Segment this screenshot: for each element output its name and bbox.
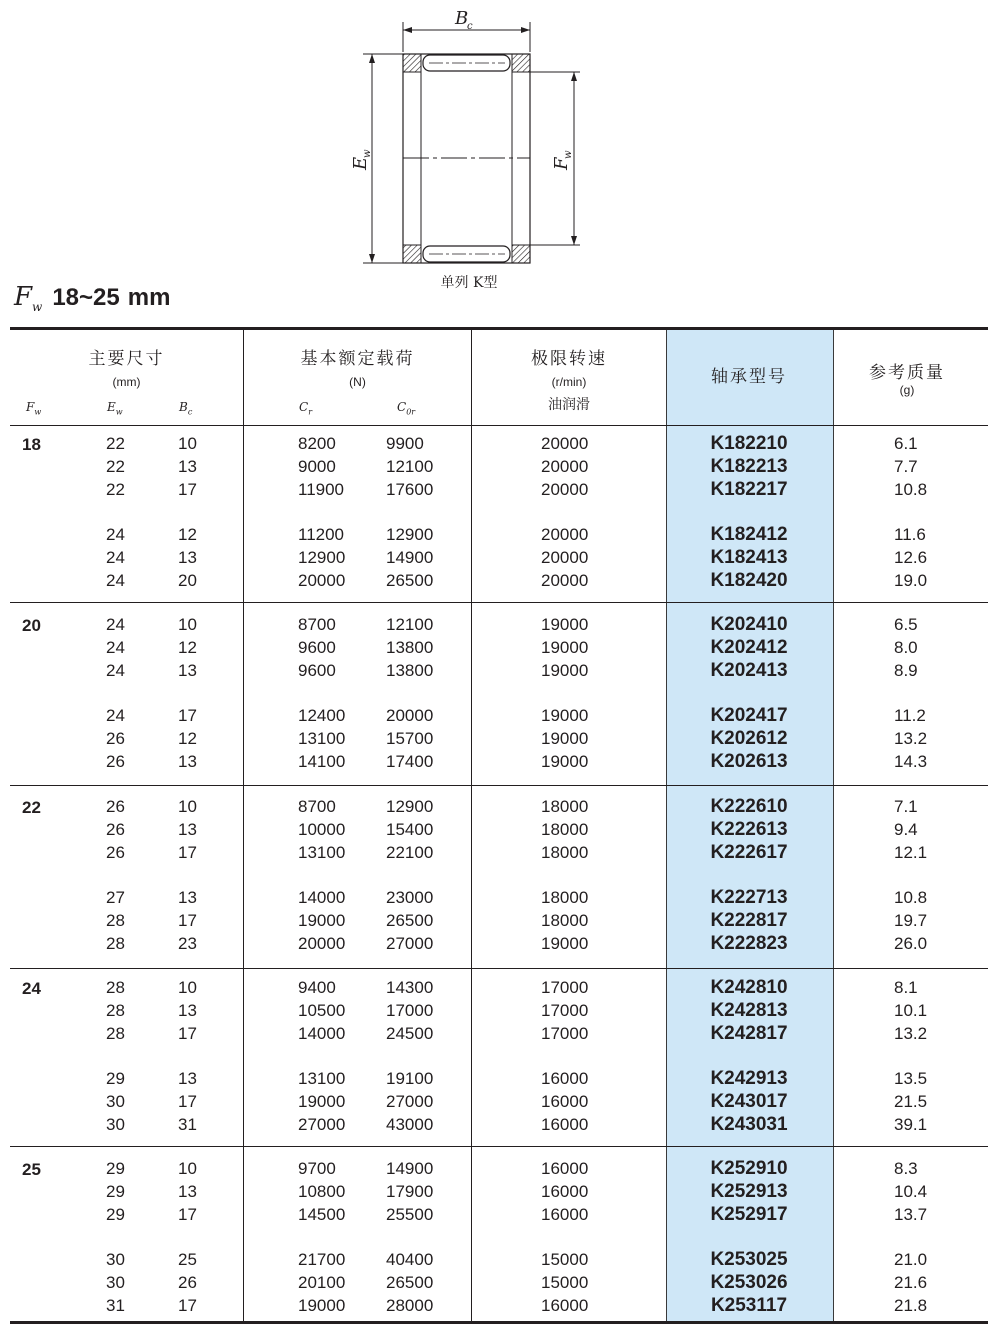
cell-mass: 39.1 bbox=[894, 1115, 928, 1134]
cell-bearing-model: K202417 bbox=[710, 705, 788, 726]
cell-mass: 10.8 bbox=[894, 480, 928, 499]
table-top-rule bbox=[10, 327, 988, 330]
cell-bc: 20 bbox=[178, 571, 197, 590]
cell-ew: 26 bbox=[106, 752, 125, 771]
cell-speed: 19000 bbox=[541, 752, 589, 771]
cell-mass: 13.2 bbox=[894, 729, 928, 748]
cell-mass: 21.5 bbox=[894, 1092, 928, 1111]
cell-mass: 13.5 bbox=[894, 1069, 928, 1088]
cell-c0r: 25500 bbox=[386, 1205, 434, 1224]
cell-mass: 6.1 bbox=[894, 434, 918, 453]
bc-label: B bbox=[455, 8, 469, 29]
column-divider bbox=[471, 330, 472, 1322]
cell-c0r: 24500 bbox=[386, 1024, 434, 1043]
bearing-diagram bbox=[0, 0, 1000, 300]
cell-mass: 10.1 bbox=[894, 1001, 928, 1020]
cell-cr: 21700 bbox=[298, 1250, 346, 1269]
cell-mass: 19.0 bbox=[894, 571, 928, 590]
cell-mass: 11.6 bbox=[894, 525, 926, 544]
cell-mass: 11.2 bbox=[894, 706, 926, 725]
cell-mass: 14.3 bbox=[894, 752, 928, 771]
cell-bearing-model: K242810 bbox=[710, 977, 788, 998]
cell-cr: 12400 bbox=[298, 706, 346, 725]
header-bearing-model: 轴承型号 bbox=[711, 367, 787, 387]
cell-c0r: 15700 bbox=[386, 729, 434, 748]
cell-c0r: 40400 bbox=[386, 1250, 434, 1269]
cell-bearing-model: K202413 bbox=[710, 660, 788, 681]
cell-cr: 12900 bbox=[298, 548, 346, 567]
cell-mass: 8.0 bbox=[894, 638, 918, 657]
cell-speed: 15000 bbox=[541, 1250, 589, 1269]
cell-speed: 17000 bbox=[541, 1024, 589, 1043]
cell-mass: 19.7 bbox=[894, 911, 928, 930]
symbol-bc: $B_c$ bbox=[179, 400, 193, 417]
cell-ew: 24 bbox=[106, 638, 125, 657]
cell-bc: 17 bbox=[178, 706, 197, 725]
group-divider bbox=[10, 1146, 988, 1147]
cell-speed: 16000 bbox=[541, 1115, 589, 1134]
cell-bearing-model: K222617 bbox=[710, 842, 788, 863]
cell-c0r: 20000 bbox=[386, 706, 434, 725]
cell-bearing-model: K182210 bbox=[710, 433, 788, 454]
cell-ew: 29 bbox=[106, 1159, 125, 1178]
cell-ew: 28 bbox=[106, 911, 125, 930]
cell-ew: 28 bbox=[106, 1024, 125, 1043]
header-speed-limit: 极限转速 (r/min) 油润滑 bbox=[531, 349, 607, 413]
header-load-rating: 基本额定载荷 (N) bbox=[300, 349, 415, 389]
cell-speed: 15000 bbox=[541, 1273, 589, 1292]
cell-c0r: 12900 bbox=[386, 797, 434, 816]
cell-cr: 11200 bbox=[298, 525, 345, 544]
title-symbol: $F_w$ bbox=[14, 282, 43, 315]
cell-ew: 28 bbox=[106, 934, 125, 953]
cell-bc: 10 bbox=[178, 978, 197, 997]
cell-bc: 17 bbox=[178, 1296, 197, 1315]
cell-bc: 13 bbox=[178, 888, 197, 907]
cell-mass: 10.4 bbox=[894, 1182, 928, 1201]
cell-c0r: 12100 bbox=[386, 457, 434, 476]
cell-bearing-model: K182420 bbox=[710, 570, 788, 591]
symbol-ew: $E_w$ bbox=[107, 400, 123, 417]
cell-ew: 30 bbox=[106, 1092, 125, 1111]
cell-c0r: 12900 bbox=[386, 525, 434, 544]
cell-c0r: 26500 bbox=[386, 1273, 434, 1292]
cell-bc: 23 bbox=[178, 934, 197, 953]
cell-bearing-model: K253025 bbox=[710, 1249, 788, 1270]
cell-c0r: 15400 bbox=[386, 820, 434, 839]
cell-cr: 8200 bbox=[298, 434, 336, 453]
cell-bearing-model: K202412 bbox=[710, 637, 788, 658]
cell-mass: 7.7 bbox=[894, 457, 918, 476]
cell-bearing-model: K253117 bbox=[710, 1295, 788, 1316]
cell-cr: 14500 bbox=[298, 1205, 346, 1224]
cell-cr: 14000 bbox=[298, 1024, 346, 1043]
header-reference-mass: 参考质量 (g) bbox=[869, 363, 945, 397]
cell-ew: 30 bbox=[106, 1250, 125, 1269]
header-bottom-rule bbox=[10, 425, 988, 426]
column-divider bbox=[243, 330, 244, 1322]
cell-c0r: 27000 bbox=[386, 1092, 434, 1111]
cell-bc: 10 bbox=[178, 615, 197, 634]
cell-bearing-model: K242817 bbox=[710, 1023, 788, 1044]
cell-cr: 9600 bbox=[298, 638, 336, 657]
cell-cr: 10000 bbox=[298, 820, 346, 839]
cell-bc: 13 bbox=[178, 1069, 197, 1088]
group-divider bbox=[10, 968, 988, 969]
cell-speed: 16000 bbox=[541, 1159, 589, 1178]
cell-mass: 8.1 bbox=[894, 978, 918, 997]
cell-bearing-model: K242913 bbox=[710, 1068, 788, 1089]
cell-c0r: 28000 bbox=[386, 1296, 434, 1315]
fw-label-sub: w bbox=[563, 150, 574, 159]
cell-bc: 17 bbox=[178, 911, 197, 930]
cell-bc: 13 bbox=[178, 457, 197, 476]
cell-mass: 13.2 bbox=[894, 1024, 928, 1043]
cell-bc: 13 bbox=[178, 752, 197, 771]
page-title bbox=[14, 282, 170, 316]
cell-speed: 17000 bbox=[541, 978, 589, 997]
table-bottom-rule bbox=[10, 1321, 988, 1324]
cell-ew: 22 bbox=[106, 457, 125, 476]
cell-ew: 26 bbox=[106, 797, 125, 816]
cell-ew: 22 bbox=[106, 480, 125, 499]
cell-ew: 26 bbox=[106, 843, 125, 862]
cell-ew: 24 bbox=[106, 706, 125, 725]
fw-group-label: 25 bbox=[22, 1160, 41, 1179]
cell-cr: 20000 bbox=[298, 571, 346, 590]
cell-c0r: 19100 bbox=[386, 1069, 434, 1088]
cell-ew: 26 bbox=[106, 729, 125, 748]
cell-cr: 9000 bbox=[298, 457, 336, 476]
title-unit: mm bbox=[127, 284, 171, 311]
group-divider bbox=[10, 602, 988, 603]
cell-mass: 21.0 bbox=[894, 1250, 928, 1269]
cell-bearing-model: K252913 bbox=[710, 1181, 788, 1202]
symbol-c0r: $C_{0r}$ bbox=[397, 400, 416, 417]
cell-speed: 20000 bbox=[541, 548, 589, 567]
cell-c0r: 14300 bbox=[386, 978, 434, 997]
cell-bc: 17 bbox=[178, 1024, 197, 1043]
cell-bc: 13 bbox=[178, 661, 197, 680]
cell-ew: 28 bbox=[106, 978, 125, 997]
cell-c0r: 22100 bbox=[386, 843, 434, 862]
cell-speed: 16000 bbox=[541, 1092, 589, 1111]
cell-cr: 20000 bbox=[298, 934, 346, 953]
cell-ew: 26 bbox=[106, 820, 125, 839]
fw-group-label: 24 bbox=[22, 979, 41, 998]
cell-ew: 24 bbox=[106, 571, 125, 590]
cell-bearing-model: K182217 bbox=[710, 479, 788, 500]
cell-bearing-model: K252917 bbox=[710, 1204, 788, 1225]
cell-speed: 20000 bbox=[541, 525, 589, 544]
cell-cr: 13100 bbox=[298, 1069, 346, 1088]
cell-speed: 18000 bbox=[541, 820, 589, 839]
cell-bearing-model: K182412 bbox=[710, 524, 788, 545]
cell-bc: 31 bbox=[178, 1115, 197, 1134]
cell-bc: 13 bbox=[178, 1001, 197, 1020]
cell-cr: 9600 bbox=[298, 661, 336, 680]
cell-speed: 20000 bbox=[541, 480, 589, 499]
cell-bc: 26 bbox=[178, 1273, 197, 1292]
cell-speed: 19000 bbox=[541, 615, 589, 634]
cell-speed: 19000 bbox=[541, 729, 589, 748]
cell-cr: 14000 bbox=[298, 888, 346, 907]
cell-c0r: 26500 bbox=[386, 911, 434, 930]
cell-bc: 10 bbox=[178, 1159, 197, 1178]
cell-speed: 18000 bbox=[541, 797, 589, 816]
cell-mass: 8.9 bbox=[894, 661, 918, 680]
cell-bearing-model: K202612 bbox=[710, 728, 788, 749]
cell-c0r: 14900 bbox=[386, 1159, 434, 1178]
cell-mass: 6.5 bbox=[894, 615, 918, 634]
cell-cr: 19000 bbox=[298, 1092, 346, 1111]
cell-bearing-model: K222610 bbox=[710, 796, 788, 817]
cell-mass: 13.7 bbox=[894, 1205, 928, 1224]
cell-speed: 20000 bbox=[541, 571, 589, 590]
cell-bc: 17 bbox=[178, 1205, 197, 1224]
cell-bearing-model: K242813 bbox=[710, 1000, 788, 1021]
cell-mass: 7.1 bbox=[894, 797, 918, 816]
cell-mass: 21.6 bbox=[894, 1273, 928, 1292]
symbol-cr: $C_r$ bbox=[299, 400, 313, 417]
cell-cr: 27000 bbox=[298, 1115, 346, 1134]
diagram-caption: 单列 K型 bbox=[440, 275, 498, 291]
cell-cr: 14100 bbox=[298, 752, 346, 771]
cell-bearing-model: K243017 bbox=[710, 1091, 788, 1112]
cell-bc: 12 bbox=[178, 525, 197, 544]
cell-cr: 13100 bbox=[298, 729, 346, 748]
cell-bearing-model: K253026 bbox=[710, 1272, 788, 1293]
cell-ew: 24 bbox=[106, 615, 125, 634]
cell-cr: 11900 bbox=[298, 480, 345, 499]
cell-ew: 30 bbox=[106, 1115, 125, 1134]
cell-cr: 9700 bbox=[298, 1159, 336, 1178]
cell-cr: 8700 bbox=[298, 615, 336, 634]
cell-mass: 12.6 bbox=[894, 548, 928, 567]
cell-bc: 17 bbox=[178, 1092, 197, 1111]
cell-bc: 17 bbox=[178, 843, 197, 862]
fw-label: F bbox=[551, 157, 572, 170]
ew-label: E bbox=[350, 156, 371, 170]
cell-c0r: 26500 bbox=[386, 571, 434, 590]
cell-speed: 19000 bbox=[541, 661, 589, 680]
cell-speed: 17000 bbox=[541, 1001, 589, 1020]
cell-speed: 20000 bbox=[541, 434, 589, 453]
cell-bearing-model: K202613 bbox=[710, 751, 788, 772]
cell-bearing-model: K222817 bbox=[710, 910, 788, 931]
cell-ew: 24 bbox=[106, 525, 125, 544]
cell-mass: 10.8 bbox=[894, 888, 928, 907]
cell-bc: 13 bbox=[178, 548, 197, 567]
header-dimensions: 主要尺寸 (mm) bbox=[88, 349, 165, 389]
ew-label-sub: w bbox=[362, 149, 373, 158]
cell-bc: 25 bbox=[178, 1250, 197, 1269]
fw-group-label: 18 bbox=[22, 435, 41, 454]
cell-bearing-model: K222613 bbox=[710, 819, 788, 840]
cell-mass: 8.3 bbox=[894, 1159, 918, 1178]
cell-speed: 19000 bbox=[541, 934, 589, 953]
bc-label-sub: c bbox=[467, 21, 473, 32]
cell-bc: 17 bbox=[178, 480, 197, 499]
cell-bc: 10 bbox=[178, 434, 197, 453]
cell-c0r: 17000 bbox=[386, 1001, 434, 1020]
cell-speed: 16000 bbox=[541, 1182, 589, 1201]
cell-speed: 16000 bbox=[541, 1296, 589, 1315]
cell-mass: 21.8 bbox=[894, 1296, 928, 1315]
title-range: 18~25 bbox=[52, 284, 120, 311]
cell-mass: 26.0 bbox=[894, 934, 928, 953]
cell-cr: 13100 bbox=[298, 843, 346, 862]
cell-bc: 10 bbox=[178, 797, 197, 816]
fw-group-label: 20 bbox=[22, 616, 41, 635]
cell-bearing-model: K243031 bbox=[710, 1114, 788, 1135]
cell-bc: 12 bbox=[178, 638, 197, 657]
cell-bearing-model: K222713 bbox=[710, 887, 788, 908]
fw-group-label: 22 bbox=[22, 798, 41, 817]
cell-c0r: 27000 bbox=[386, 934, 434, 953]
cell-cr: 10800 bbox=[298, 1182, 346, 1201]
cell-ew: 30 bbox=[106, 1273, 125, 1292]
cell-speed: 16000 bbox=[541, 1069, 589, 1088]
cell-mass: 9.4 bbox=[894, 820, 918, 839]
cell-c0r: 14900 bbox=[386, 548, 434, 567]
cell-mass: 12.1 bbox=[894, 843, 928, 862]
cell-speed: 18000 bbox=[541, 888, 589, 907]
cell-ew: 29 bbox=[106, 1069, 125, 1088]
cell-bearing-model: K182413 bbox=[710, 547, 788, 568]
cell-ew: 29 bbox=[106, 1182, 125, 1201]
cell-bearing-model: K202410 bbox=[710, 614, 788, 635]
cell-ew: 28 bbox=[106, 1001, 125, 1020]
cell-cr: 20100 bbox=[298, 1273, 346, 1292]
cell-ew: 24 bbox=[106, 661, 125, 680]
cell-ew: 24 bbox=[106, 548, 125, 567]
cell-cr: 19000 bbox=[298, 1296, 346, 1315]
cell-ew: 27 bbox=[106, 888, 125, 907]
group-divider bbox=[10, 785, 988, 786]
cell-bc: 12 bbox=[178, 729, 197, 748]
cell-c0r: 17600 bbox=[386, 480, 434, 499]
cell-bearing-model: K252910 bbox=[710, 1158, 788, 1179]
cell-bc: 13 bbox=[178, 820, 197, 839]
cell-c0r: 23000 bbox=[386, 888, 434, 907]
symbol-fw: $F_w$ bbox=[26, 400, 42, 417]
cell-speed: 19000 bbox=[541, 706, 589, 725]
cell-ew: 31 bbox=[106, 1296, 125, 1315]
cell-ew: 29 bbox=[106, 1205, 125, 1224]
cell-speed: 16000 bbox=[541, 1205, 589, 1224]
cell-cr: 10500 bbox=[298, 1001, 346, 1020]
cell-speed: 18000 bbox=[541, 843, 589, 862]
cell-c0r: 13800 bbox=[386, 638, 434, 657]
cell-bearing-model: K182213 bbox=[710, 456, 788, 477]
cell-ew: 22 bbox=[106, 434, 125, 453]
cell-c0r: 17900 bbox=[386, 1182, 434, 1201]
cell-bearing-model: K222823 bbox=[710, 933, 788, 954]
cell-speed: 19000 bbox=[541, 638, 589, 657]
cell-cr: 9400 bbox=[298, 978, 336, 997]
cell-bc: 13 bbox=[178, 1182, 197, 1201]
cell-c0r: 43000 bbox=[386, 1115, 434, 1134]
cell-speed: 20000 bbox=[541, 457, 589, 476]
cell-cr: 8700 bbox=[298, 797, 336, 816]
cell-c0r: 9900 bbox=[386, 434, 424, 453]
cell-speed: 18000 bbox=[541, 911, 589, 930]
cell-c0r: 12100 bbox=[386, 615, 434, 634]
cell-c0r: 13800 bbox=[386, 661, 434, 680]
cell-c0r: 17400 bbox=[386, 752, 434, 771]
cell-cr: 19000 bbox=[298, 911, 346, 930]
